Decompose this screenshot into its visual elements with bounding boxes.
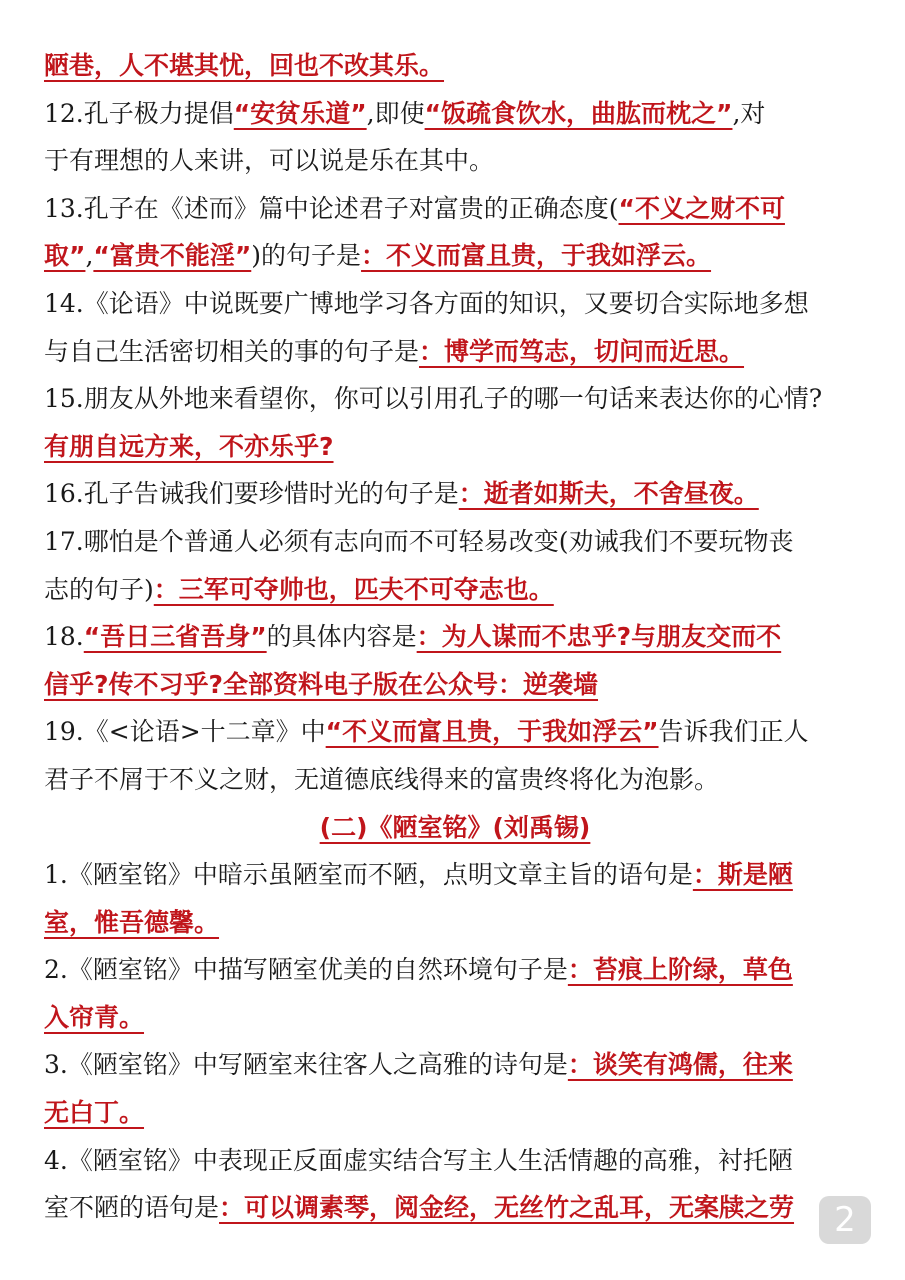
text-line [44, 661, 866, 709]
answer-text: 入帘青。 [44, 1002, 145, 1032]
question-text: 于有理想的人来讲，可以说是乐在其中。 [44, 146, 495, 176]
question-text: 14.《论语》中说既要广博地学习各方面的知识，又要切合实际地多想 [44, 288, 809, 318]
question-text: 16.孔子告诫我们要珍惜时光的句子是 [44, 479, 459, 509]
text-line [44, 756, 866, 804]
answer-text: ：为人谋而不忠乎?与朋友交而不 [416, 622, 782, 652]
question-text: 17.哪怕是个普通人必须有志向而不可轻易改变(劝诫我们不要玩物丧 [44, 526, 794, 556]
answer-text: “富贵不能淫” [93, 241, 252, 271]
answer-text: 无白丁。 [44, 1098, 145, 1128]
text-line [44, 946, 866, 994]
answer-text: ：斯是陋 [692, 860, 793, 890]
page-number-badge: 2 [819, 1196, 871, 1244]
question-text: ,对 [732, 98, 766, 128]
text-line [44, 280, 866, 328]
text-line [44, 185, 866, 233]
text-line [44, 1041, 866, 1089]
question-text: 君子不屑于不义之财，无道德底线得来的富贵终将化为泡影。 [44, 764, 720, 794]
text-line [44, 1184, 866, 1232]
answer-text: “不义之财不可 [618, 193, 785, 223]
text-line [44, 90, 866, 138]
text-line [44, 613, 866, 661]
answer-text: 信乎?传不习乎?全部资料电子版在公众号：逆袭墙 [44, 669, 599, 699]
section-heading [44, 804, 866, 852]
answer-text: 有朋自远方来，不亦乐乎? [44, 431, 334, 461]
answer-text: “不义而富且贵，于我如浮云” [325, 717, 659, 747]
answer-text: ：三军可夺帅也，匹夫不可夺志也。 [153, 574, 554, 604]
text-line [44, 708, 866, 756]
answer-text: 陋巷，人不堪其忧，回也不改其乐。 [44, 51, 445, 80]
text-line [44, 1089, 866, 1137]
answer-text: ：可以调素琴，阅金经，无丝竹之乱耳，无案牍之劳 [219, 1193, 795, 1223]
answer-text: “饭疏食饮水，曲肱而枕之” [424, 98, 733, 128]
answer-text: ：谈笑有鸿儒，往来 [567, 1050, 793, 1080]
text-line [44, 232, 866, 280]
answer-text: “吾日三省吾身” [83, 622, 267, 652]
question-text: 12.孔子极力提倡 [44, 98, 234, 128]
question-text: 1.《陋室铭》中暗示虽陋室而不陋，点明文章主旨的语句是 [44, 860, 693, 890]
question-text: 3.《陋室铭》中写陋室来往客人之高雅的诗句是 [44, 1050, 568, 1080]
question-text: , [85, 241, 94, 271]
answer-text: 室，惟吾德馨。 [44, 907, 220, 937]
text-line [44, 1137, 866, 1185]
question-text: )的句子是 [251, 241, 362, 271]
question-text: 与自己生活密切相关的事的句子是 [44, 336, 420, 366]
answer-text: ：不义而富且贵，于我如浮云。 [361, 241, 712, 271]
text-line [44, 566, 866, 614]
answer-text: “安贫乐道” [233, 98, 367, 128]
answer-text: ：博学而笃志，切问而近思。 [419, 336, 745, 366]
text-line [44, 423, 866, 471]
text-line [44, 994, 866, 1042]
answer-text: 取” [44, 241, 86, 271]
text-line [44, 42, 866, 90]
text-line [44, 328, 866, 376]
text-line [44, 470, 866, 518]
answer-text: ：苔痕上阶绿，草色 [567, 955, 793, 985]
question-text: 4.《陋室铭》中表现正反面虚实结合写主人生活情趣的高雅，衬托陋 [44, 1145, 793, 1175]
question-text: 的具体内容是 [266, 622, 417, 652]
answer-text: ：逝者如斯夫，不舍昼夜。 [458, 479, 759, 509]
question-text: 13.孔子在《述而》篇中论述君子对富贵的正确态度( [44, 193, 619, 223]
question-text: 告诉我们正人 [658, 717, 809, 747]
text-line [44, 137, 866, 185]
question-text: ,即使 [366, 98, 425, 128]
text-line [44, 851, 866, 899]
text-line [44, 375, 866, 423]
question-text: 19.《<论语>十二章》中 [44, 717, 326, 747]
text-line [44, 899, 866, 947]
text-line [44, 518, 866, 566]
document-body [44, 42, 866, 1232]
answer-text: (二)《陋室铭》(刘禹锡) [319, 812, 591, 842]
question-text: 2.《陋室铭》中描写陋室优美的自然环境句子是 [44, 955, 568, 985]
question-text: 15.朋友从外地来看望你，你可以引用孔子的哪一句话来表达你的心情? [44, 384, 823, 414]
question-text: 志的句子) [44, 574, 154, 604]
question-text: 室不陋的语句是 [44, 1193, 220, 1223]
question-text: 18. [44, 622, 84, 652]
